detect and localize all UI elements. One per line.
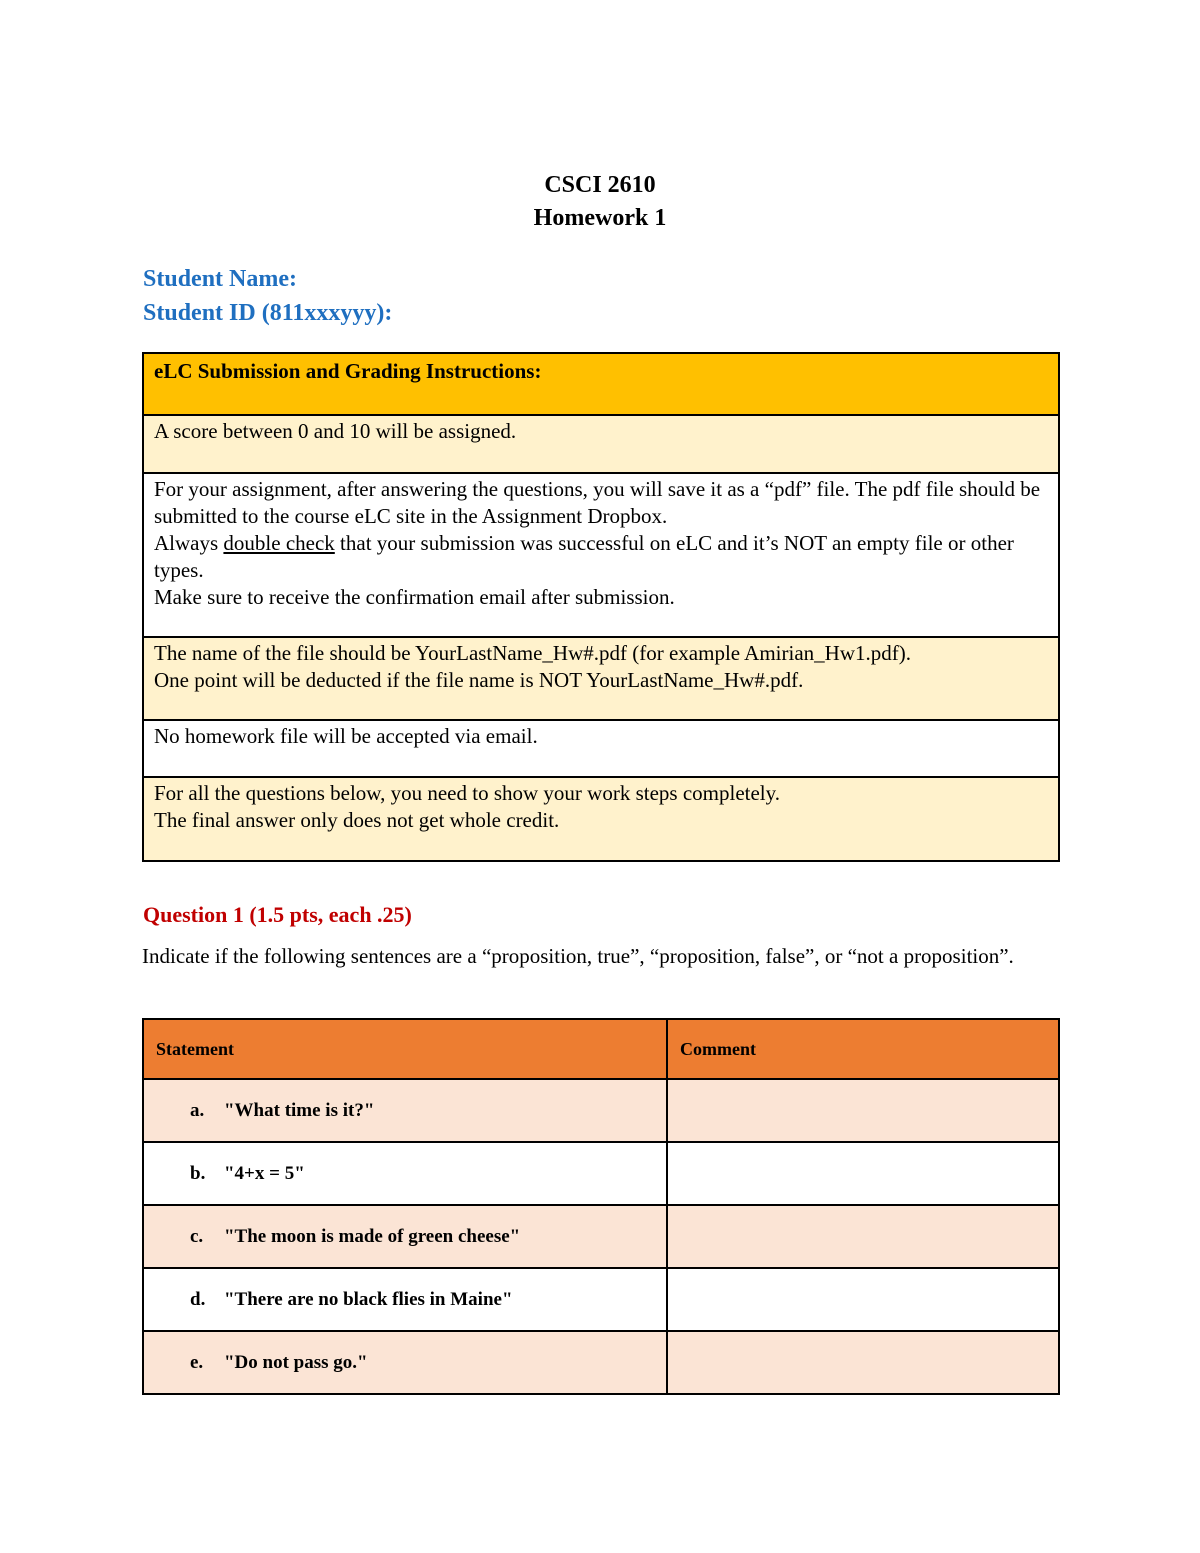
comment-cell[interactable] <box>667 1268 1059 1331</box>
instructions-email: No homework file will be accepted via email. <box>143 720 1059 777</box>
filename-line-2: One point will be deducted if the file name is NOT YourLastName_Hw#.pdf. <box>154 668 804 692</box>
work-line-1: For all the questions below, you need to show your work steps completely. <box>154 781 781 805</box>
submission-line-2: Always double check that your submission was successful on eLC and it’s NOT an empty file or other types. <box>154 531 1014 582</box>
table-row <box>143 1079 1059 1142</box>
statement-cell: c. "The moon is made of green cheese" <box>143 1205 667 1268</box>
statement-cell: e. "Do not pass go." <box>143 1331 667 1394</box>
instructions-score: A score between 0 and 10 will be assigned. <box>143 415 1059 473</box>
instructions-submission <box>143 473 1059 637</box>
table-row <box>143 1268 1059 1331</box>
work-line-2: The final answer only does not get whole credit. <box>154 808 560 832</box>
table-row <box>143 1205 1059 1268</box>
instructions-heading: eLC Submission and Grading Instructions: <box>143 353 1059 415</box>
comment-column-header: Comment <box>667 1019 1059 1079</box>
student-id-label: Student ID (811xxxyyy): <box>143 300 393 326</box>
submission-line-1: For your assignment, after answering the questions, you will save it as a “pdf” file. The pdf file should be submitted to the course eLC site in the Assignment Dropbox. <box>154 477 1041 528</box>
statement-cell: a. "What time is it?" <box>143 1079 667 1142</box>
comment-cell[interactable] <box>667 1079 1059 1142</box>
statement-cell: b. "4+x = 5" <box>143 1142 667 1205</box>
student-name-label: Student Name: <box>143 266 297 292</box>
table-row <box>143 1142 1059 1205</box>
submission-line-3: Make sure to receive the confirmation email after submission. <box>154 585 675 609</box>
instructions-filename <box>143 637 1059 720</box>
question-1-table <box>142 1018 1060 1395</box>
filename-line-1: The name of the file should be YourLastName_Hw#.pdf (for example Amirian_Hw1.pdf). <box>154 641 911 665</box>
comment-cell[interactable] <box>667 1205 1059 1268</box>
course-title: CSCI 2610 <box>544 172 656 198</box>
table-row <box>143 1331 1059 1394</box>
assignment-title: Homework 1 <box>533 205 667 231</box>
comment-cell[interactable] <box>667 1142 1059 1205</box>
comment-cell[interactable] <box>667 1331 1059 1394</box>
question-1-title: Question 1 (1.5 pts, each .25) <box>143 902 412 927</box>
instructions-work <box>143 777 1059 861</box>
statement-column-header: Statement <box>143 1019 667 1079</box>
question-1-prompt: Indicate if the following sentences are a “proposition, true”, “proposition, false”, or “not a proposition”. <box>142 944 1014 968</box>
statement-cell: d. "There are no black flies in Maine" <box>143 1268 667 1331</box>
instructions-table <box>142 352 1060 862</box>
